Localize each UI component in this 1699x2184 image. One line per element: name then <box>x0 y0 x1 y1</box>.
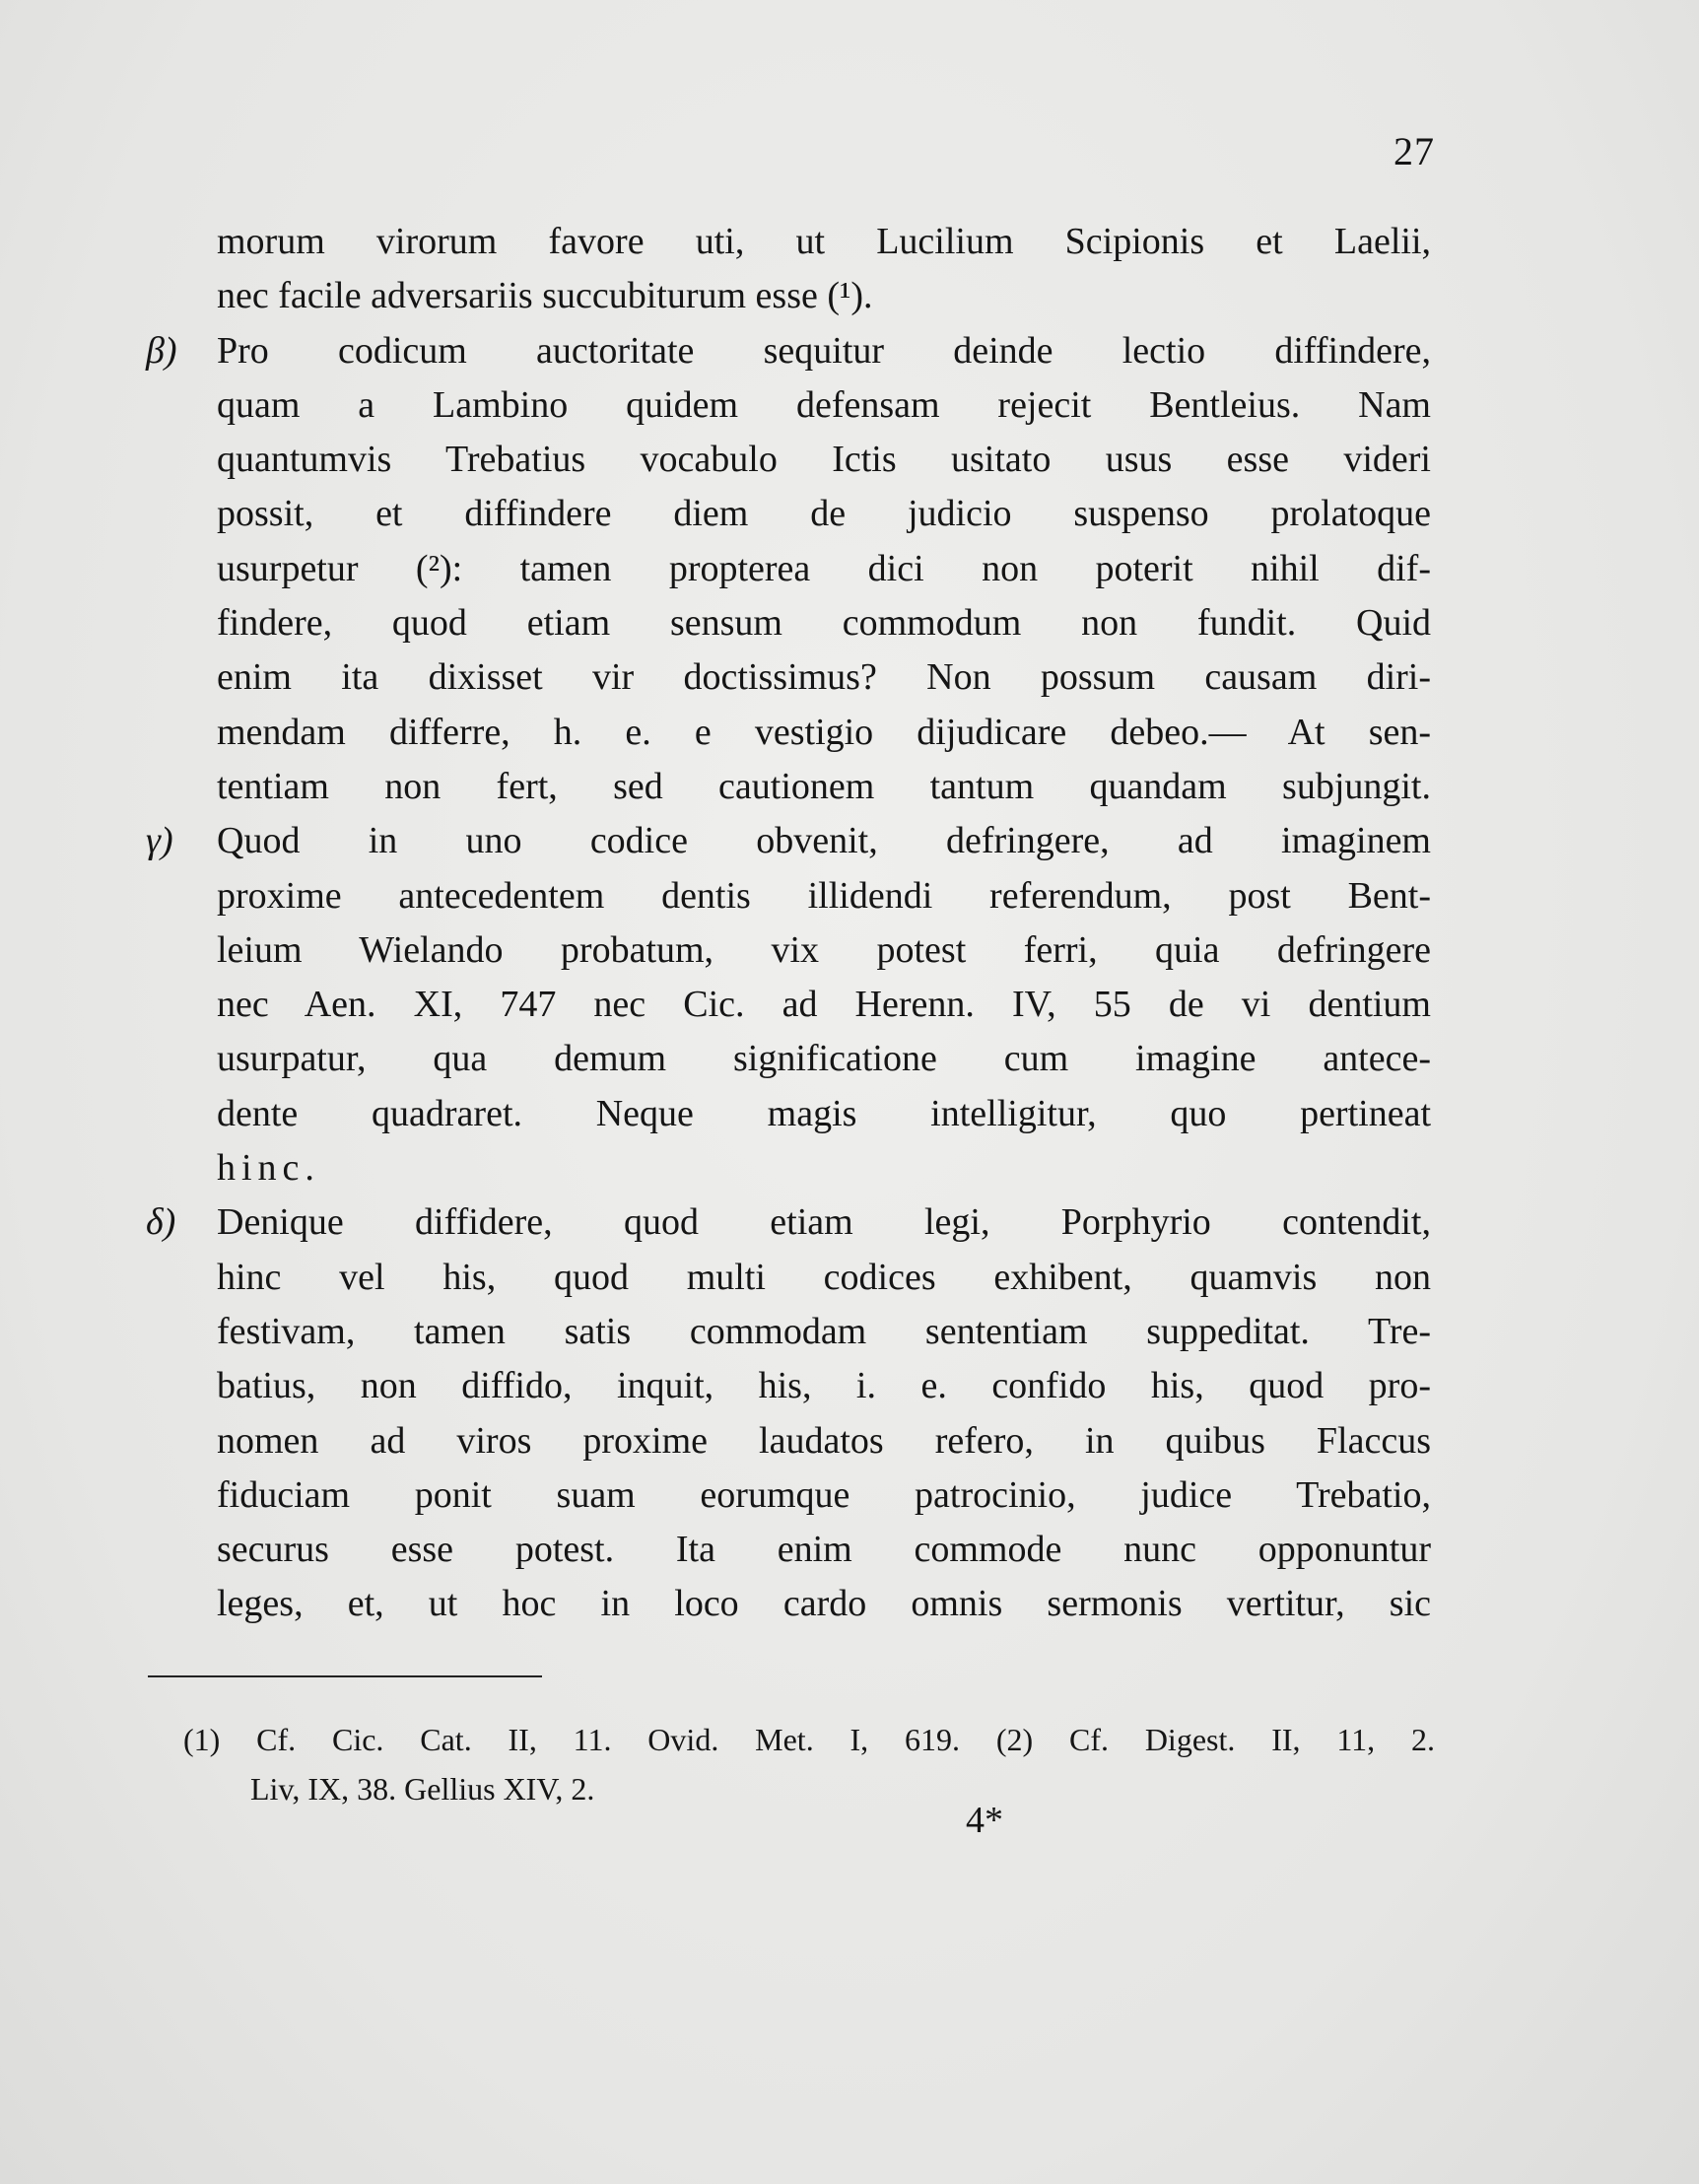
text-line: tentiam non fert, sed cautionem tantum quandam subjungit. <box>217 765 1431 807</box>
paragraph-beta <box>146 324 1431 815</box>
paragraph-marker-gamma: γ) <box>146 820 173 862</box>
text-line: leium Wielando probatum, vix potest ferri, quia defringere <box>217 928 1431 971</box>
text-line: quantumvis Trebatius vocabulo Ictis usitato usus esse videri <box>217 439 1431 481</box>
text-line: fiduciam ponit suam eorumque patrocinio, judice Trebatio, <box>217 1473 1431 1516</box>
text-line: proxime antecedentem dentis illidendi referendum, post Bent- <box>217 874 1431 917</box>
text-line: dente quadraret. Neque magis intelligitur, quo pertineat <box>217 1092 1431 1134</box>
footnote-line: (1) Cf. Cic. Cat. II, 11. Ovid. Met. I, 619. (2) Cf. Digest. II, 11, 2. <box>183 1722 1435 1757</box>
footnotes <box>183 1715 1435 1813</box>
text-line: usurpatur, qua demum significatione cum imagine antece- <box>217 1038 1431 1080</box>
text-line: mendam differre, h. e. e vestigio dijudicare debeo.— At sen- <box>217 711 1431 753</box>
footnote-rule <box>148 1675 542 1677</box>
text-line: Denique diffidere, quod etiam legi, Porphyrio contendit, <box>217 1201 1431 1244</box>
text-line: morum virorum favore uti, ut Lucilium Scipionis et Laelii, <box>217 221 1431 262</box>
text-line: Quod in uno codice obvenit, defringere, ad imaginem <box>217 820 1431 862</box>
text-line: nomen ad viros proxime laudatos refero, in quibus Flaccus <box>217 1419 1431 1462</box>
text-line: usurpetur (²): tamen propterea dici non poterit nihil dif- <box>217 547 1431 589</box>
text-line: nec Aen. XI, 747 nec Cic. ad Herenn. IV, 55 de vi dentium <box>217 984 1431 1026</box>
body-text <box>146 215 1431 1632</box>
text-line: enim ita dixisset vir doctissimus? Non possum causam diri- <box>217 656 1431 699</box>
footnote-line: Liv, IX, 38. Gellius XIV, 2. <box>250 1771 595 1807</box>
text-line: securus esse potest. Ita enim commode nunc opponuntur <box>217 1529 1431 1571</box>
paragraph-marker-delta: δ) <box>146 1201 176 1244</box>
text-line: hinc vel his, quod multi codices exhibent, quamvis non <box>217 1256 1431 1298</box>
text-line: leges, et, ut hoc in loco cardo omnis sermonis vertitur, sic <box>217 1583 1431 1625</box>
text-line: hinc. <box>217 1147 320 1190</box>
text-line: quam a Lambino quidem defensam rejecit Bentleius. Nam <box>217 383 1431 426</box>
text-line: nec facile adversariis succubiturum esse (¹). <box>217 275 873 317</box>
text-line: possit, et diffindere diem de judicio suspenso prolatoque <box>217 493 1431 535</box>
paragraph-continuation <box>217 215 1431 324</box>
signature-mark: 4* <box>966 1800 1003 1841</box>
page-number: 27 <box>1393 129 1435 173</box>
text-line: findere, quod etiam sensum commodum non fundit. Quid <box>217 602 1431 645</box>
paragraph-marker-beta: β) <box>146 329 177 372</box>
text-line: festivam, tamen satis commodam sententiam suppeditat. Tre- <box>217 1310 1431 1352</box>
paragraph-delta <box>146 1195 1431 1631</box>
text-line: Pro codicum auctoritate sequitur deinde lectio diffindere, <box>217 329 1431 372</box>
paragraph-gamma <box>146 814 1431 1195</box>
text-line: batius, non diffido, inquit, his, i. e. confido his, quod pro- <box>217 1365 1431 1407</box>
